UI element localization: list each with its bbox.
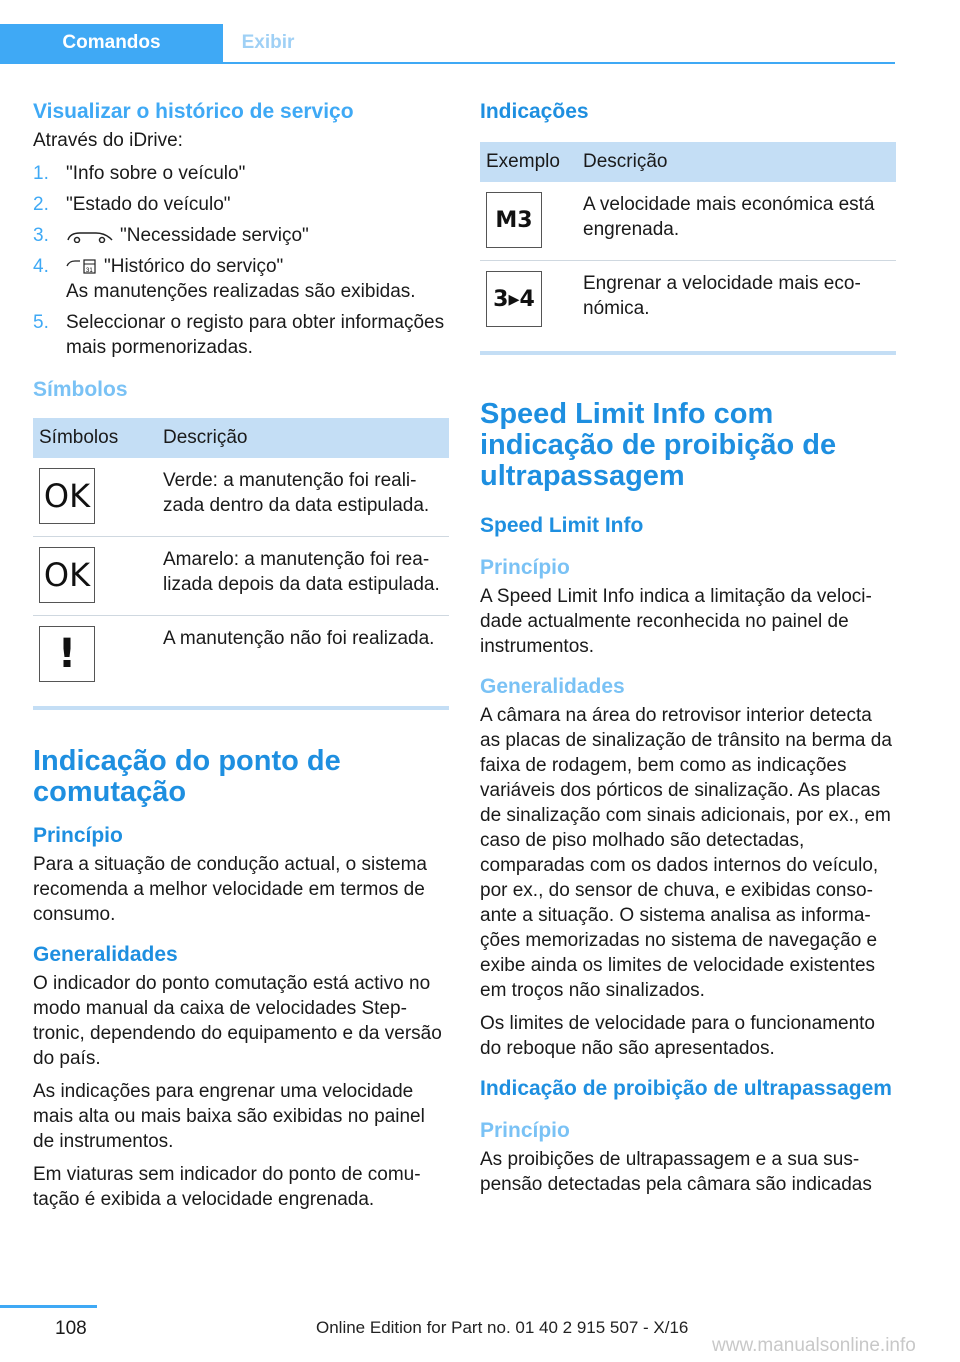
svg-text:31: 31 (86, 267, 93, 274)
principle-text: A Speed Limit Info indica a limitação da velocidade actualmente reconhecida no painel de instrumentos. (480, 586, 872, 657)
general-text: A câmara na área do retrovisor interior detecta as placas de sinalização de trânsito na berma da faixa de rodagem, bem como as indicações variáveis dos pórticos de sinalização. As placas de sinalização com sinais adicionais, por ex., em caso de piso molhado são detectadas, comparadas com os dados internos do veículo, por ex., do sensor de chuva, e exibidas consoante a situação. O sistema analisa as informações memorizadas no sistema de navegação e exibe ainda os limites de velocidade existentes em troços não sinalizados. (480, 705, 892, 1001)
general-text: O indicador do ponto comutação está activo no modo manual da caixa de velocidades Steptronic, dependendo do equipamento e da versão do país. (33, 973, 442, 1069)
page-number: 108 (55, 1318, 87, 1339)
general-heading: Generalidades (480, 675, 625, 698)
ok-yellow-icon: OK (39, 547, 95, 603)
principle-text: Para a situação de condução actual, o sistema recomenda a melhor velocidade em termos de consumo. (33, 854, 427, 925)
table-header: Descrição (157, 418, 449, 458)
principle-text-2: As proibições de ultrapassagem e a sua suspensão detectadas pela câmara são indicadas (480, 1149, 872, 1195)
table-header: Símbolos (33, 418, 157, 458)
speed-limit-info-heading: Speed Limit Info (480, 514, 644, 537)
list-item: 3. "Necessidade serviço" (33, 225, 309, 246)
list-item: 4. 31 "Histórico do serviço" As manutenções realizadas são exibidas. (33, 256, 416, 302)
list-item: 1. "Info sobre o veículo" (33, 163, 246, 184)
table-row: OK Amarelo: a manutenção foi realizada depois da data estipulada. (33, 537, 449, 616)
shift-point-heading: Indicação do ponto de comutação (33, 745, 341, 808)
no-overtaking-heading: Indicação de proibição de ultrapassagem (480, 1077, 892, 1100)
warning-icon: ! (39, 626, 95, 682)
table-header: Exemplo (480, 142, 577, 182)
via-idrive-text: Através do iDrive: (33, 130, 183, 151)
table-row: ! A manutenção não foi realizada. (33, 616, 449, 695)
gear-m3-icon: M3 (486, 192, 542, 248)
general-text: Em viaturas sem indicador do ponto de comutação é exibida a velocidade engrenada. (33, 1164, 421, 1210)
left-column (33, 100, 449, 1220)
principle-heading-2: Princípio (480, 1119, 570, 1142)
table-divider (33, 706, 449, 710)
table-divider (480, 351, 896, 355)
speed-limit-heading: Speed Limit Info com indicação de proibição de ultrapassagem (480, 398, 837, 492)
general-text: Os limites de velocidade para o funcionamento do reboque não são apresentados. (480, 1013, 876, 1059)
ok-green-icon: OK (39, 468, 95, 524)
right-column (480, 100, 896, 1205)
watermark: www.manualsonline.info (712, 1335, 916, 1356)
general-heading: Generalidades (33, 943, 178, 966)
table-row: OK Verde: a manutenção foi realizada dentro da data estipulada. (33, 458, 449, 537)
gear-upshift-icon: 3▸4 (486, 271, 542, 327)
symbols-heading: Símbolos (33, 378, 128, 401)
tab-exibir[interactable]: Exibir (241, 32, 295, 53)
indications-heading: Indicações (480, 100, 589, 123)
list-item: 2. "Estado do veículo" (33, 194, 231, 215)
header-tabs (0, 24, 895, 64)
table-row: M3 A velocidade mais económica está engrenada. (480, 182, 896, 261)
table-row: 3▸4 Engrenar a velocidade mais económica. (480, 261, 896, 340)
symbols-table (33, 418, 449, 694)
edition-note: Online Edition for Part no. 01 40 2 915 507 - X/16 (316, 1318, 689, 1337)
service-history-heading: Visualizar o histórico de serviço (33, 100, 354, 123)
car-calendar-icon (66, 258, 98, 276)
footer-rule (0, 1305, 97, 1308)
car-icon (66, 229, 114, 243)
indications-table (480, 142, 896, 339)
principle-heading: Princípio (480, 556, 570, 579)
steps-list (33, 161, 449, 360)
table-header: Descrição (577, 142, 896, 182)
principle-heading: Princípio (33, 824, 123, 847)
general-text: As indicações para engrenar uma velocidade mais alta ou mais baixa são exibidas no painel de instrumentos. (33, 1081, 425, 1152)
list-item: 5. Seleccionar o registo para obter informações mais pormenorizadas. (33, 312, 445, 358)
tab-comandos[interactable]: Comandos (0, 24, 223, 62)
